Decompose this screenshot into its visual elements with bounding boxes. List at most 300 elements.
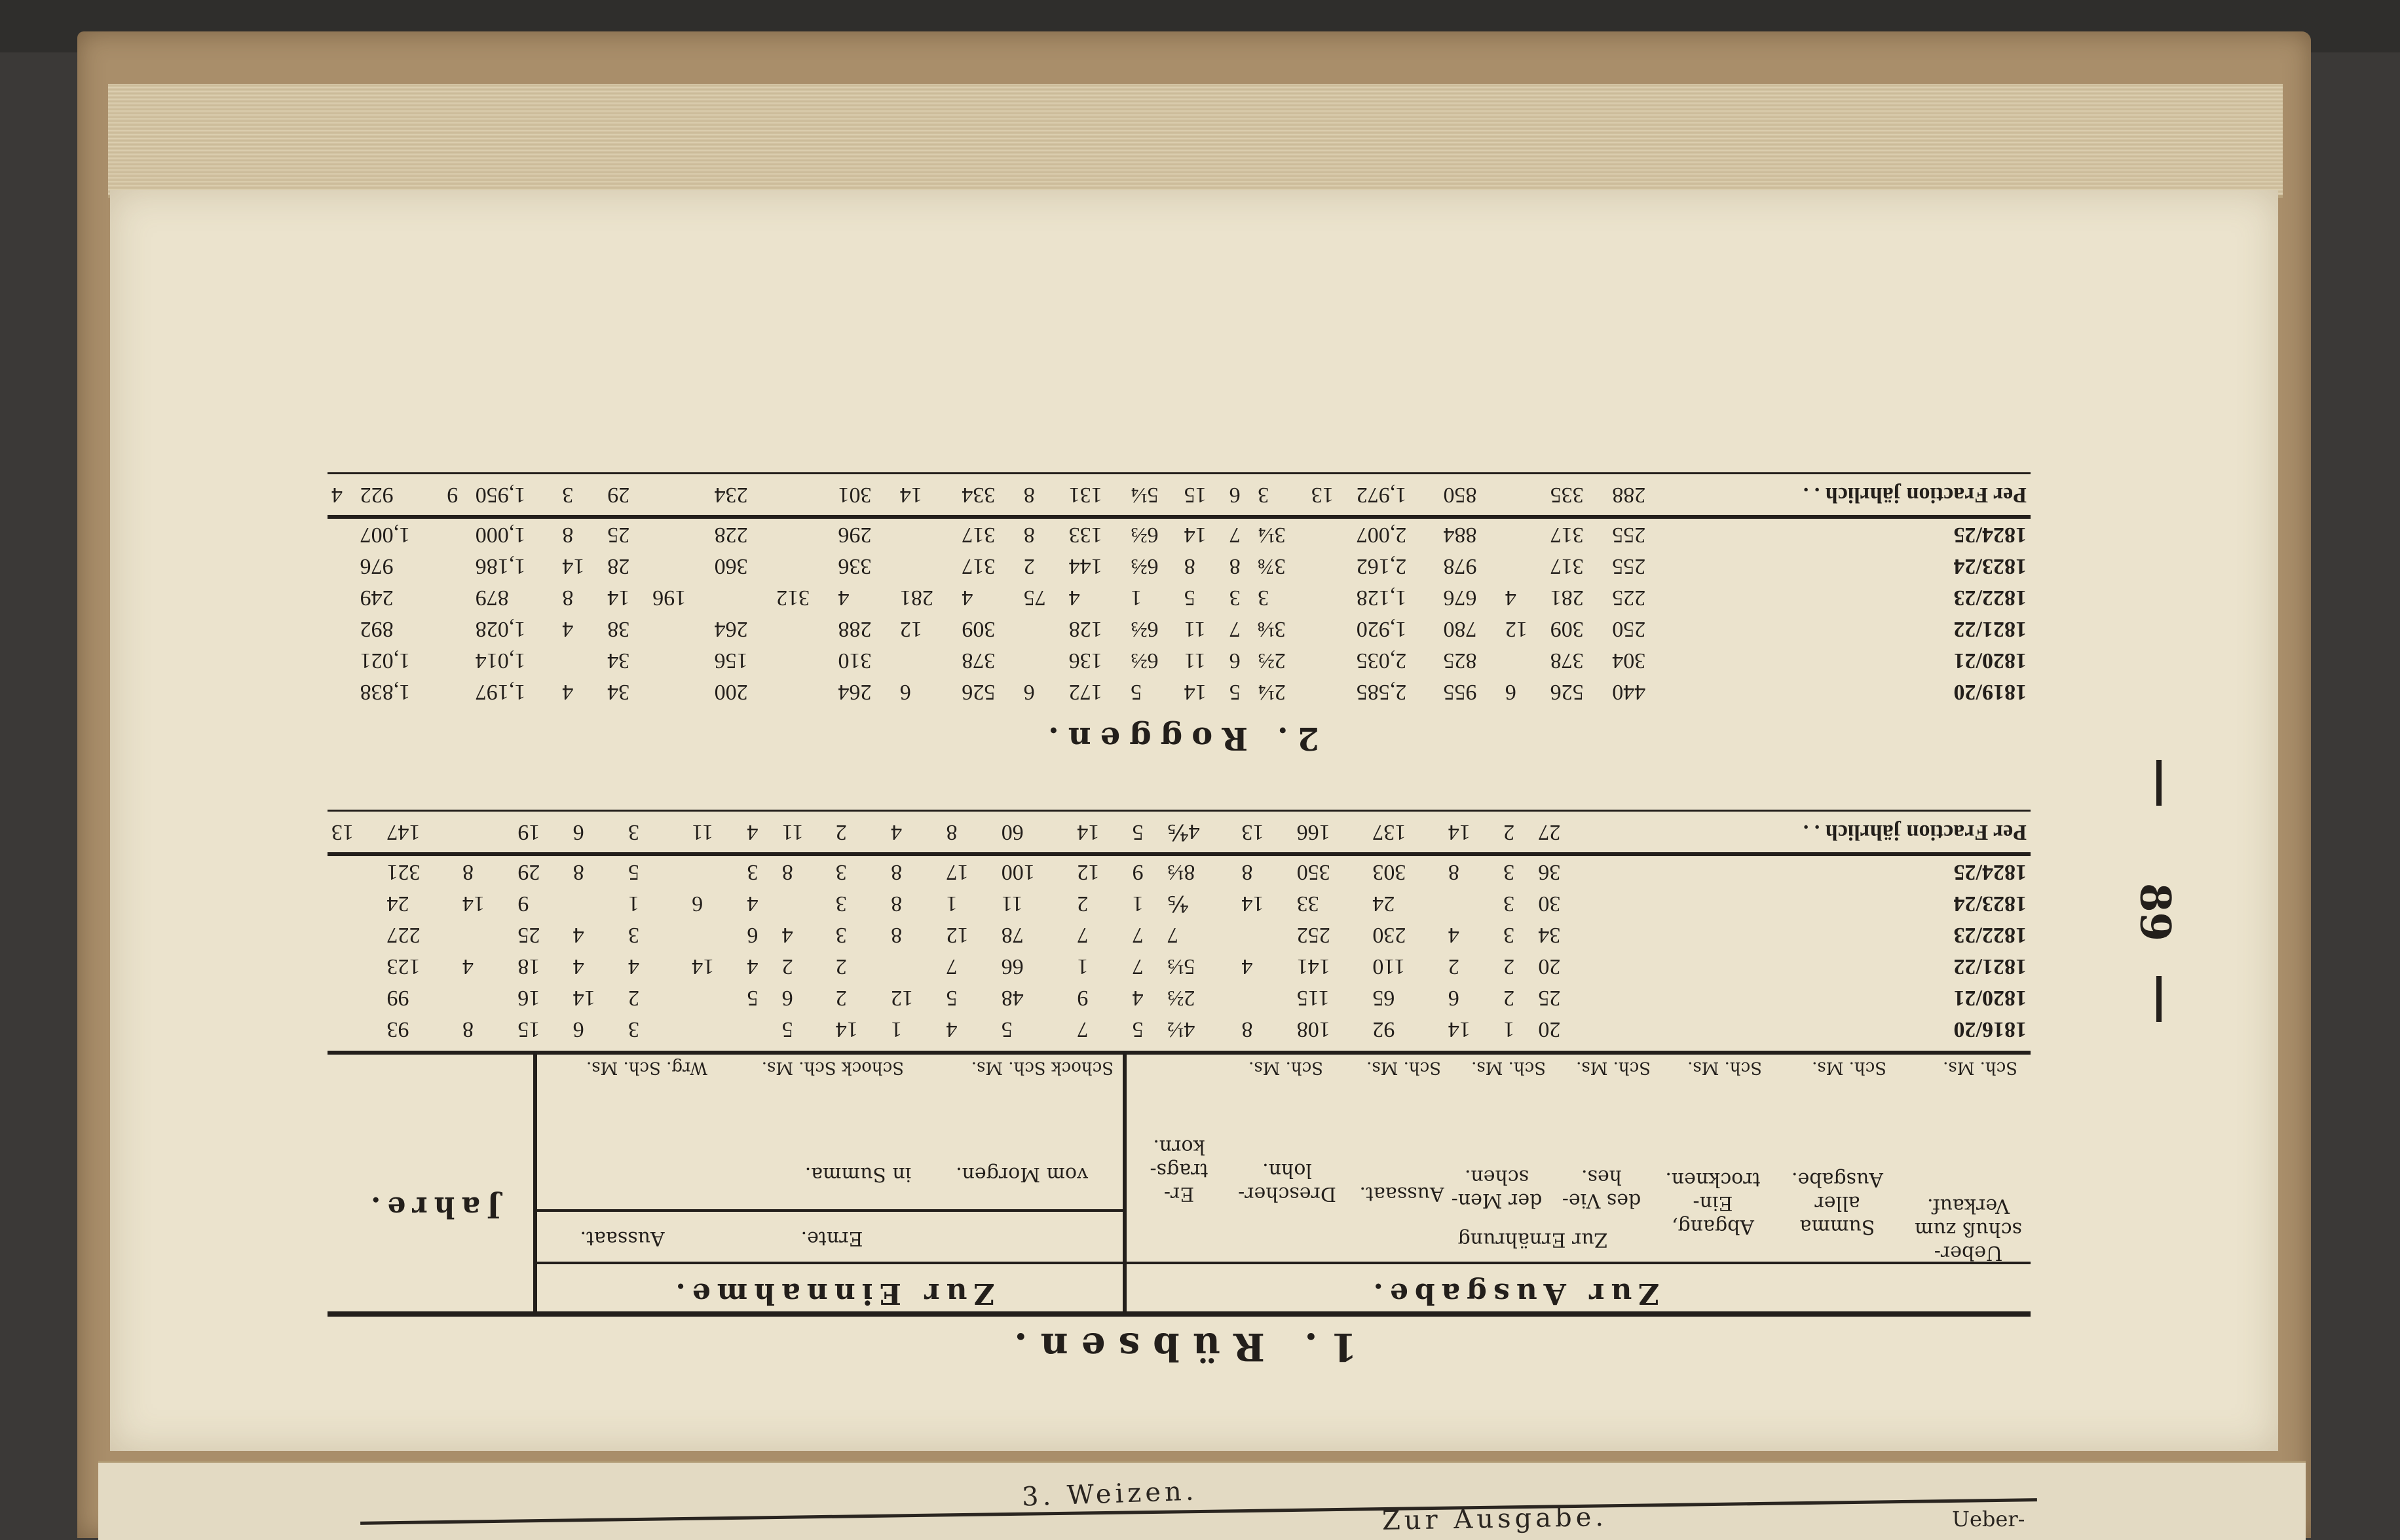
table-cell <box>1307 517 1353 550</box>
page-edges <box>108 84 2283 198</box>
table-cell <box>1307 645 1353 676</box>
table-cell: 4 <box>1068 586 1080 610</box>
table-cell: 5 <box>1001 1017 1013 1042</box>
table-cell: 250 <box>1612 617 1646 641</box>
table-cell: 200 <box>714 680 748 704</box>
table-cell <box>778 888 832 919</box>
average-cell: 137 <box>1368 811 1444 855</box>
table-cell: 780 <box>1443 617 1477 641</box>
table-cell: 14 <box>572 986 595 1010</box>
average-cell <box>459 811 514 855</box>
table-cell: 264 <box>838 680 872 704</box>
table-row <box>328 888 2031 919</box>
table-cell <box>1020 613 1065 645</box>
table-cell: 255 <box>1612 554 1646 578</box>
average-cell: 335 <box>1547 474 1608 517</box>
table-cell: 123 <box>386 954 421 979</box>
roggen-table <box>328 472 2031 707</box>
year-cell: 1819/20 <box>1953 680 2027 704</box>
table-cell: 8 <box>1184 554 1195 578</box>
table-cell: 9 <box>517 892 529 916</box>
table-cell: 360 <box>714 554 748 578</box>
table-cell <box>569 888 624 919</box>
average-cell: 166 <box>1293 811 1369 855</box>
year-cell: 1822/23 <box>1953 923 2027 947</box>
average-cell: 4 <box>328 474 356 517</box>
table-cell <box>328 888 383 919</box>
table-cell: 879 <box>475 586 509 610</box>
header-ausgabe: Zur Ausgabe. <box>1366 1277 1660 1310</box>
average-cell: 6 <box>1226 474 1254 517</box>
table-cell: 1 <box>946 892 958 916</box>
table-cell: 5 <box>1229 680 1241 704</box>
table-cell: 1,920 <box>1356 617 1407 641</box>
table-cell <box>896 517 958 550</box>
table-cell: 8 <box>781 860 793 884</box>
table-cell: ⅘ <box>1167 891 1189 915</box>
unit-label: Sch. Ms. <box>1576 1058 1651 1078</box>
table-cell: 3 <box>1503 892 1515 916</box>
unit-label: Sch. Ms. <box>1812 1058 1886 1078</box>
average-cell: 131 <box>1065 474 1127 517</box>
header-ueberschuss: Ueber- schuß zum Verkauf. <box>1915 1194 2022 1264</box>
header-jahre: Jahre. <box>364 1190 500 1224</box>
table-cell: 2,035 <box>1356 648 1407 673</box>
header-divider <box>533 1055 537 1317</box>
table-cell: 317 <box>1550 523 1584 547</box>
table-cell: 4 <box>946 1017 958 1042</box>
header-top-rule <box>328 1311 2031 1317</box>
table-cell: 3 <box>628 923 640 947</box>
table-cell <box>443 645 471 676</box>
table-cell: 8⅓ <box>1167 860 1195 884</box>
unit-label: Sch. Ms. <box>1366 1058 1441 1078</box>
table-cell <box>328 582 356 613</box>
table-cell: 92 <box>1372 1017 1395 1042</box>
table-cell: 252 <box>1296 923 1330 947</box>
page-number-dash <box>2156 976 2162 1022</box>
table-cell: 7 <box>946 954 958 979</box>
table-cell: 227 <box>386 923 421 947</box>
table-cell: 7 <box>1077 1017 1089 1042</box>
table-cell: 825 <box>1443 648 1477 673</box>
table-cell: 281 <box>899 586 933 610</box>
table-cell <box>1307 550 1353 582</box>
table-cell: 2¼ <box>1258 680 1286 704</box>
table-cell: 14 <box>1241 892 1264 916</box>
table-cell <box>1307 676 1353 707</box>
table-row <box>328 1013 2031 1045</box>
table-cell: 3¼ <box>1258 523 1286 547</box>
table-cell: 6 <box>1229 648 1241 673</box>
average-cell: 60 <box>998 811 1074 855</box>
average-cell: 8 <box>942 811 997 855</box>
table-cell: 310 <box>838 648 872 673</box>
table-cell: 4 <box>747 954 759 979</box>
table-cell <box>659 950 673 982</box>
table-cell <box>743 1013 778 1045</box>
table-cell: 1,197 <box>475 680 526 704</box>
table-cell: 4 <box>781 923 793 947</box>
table-cell: 3⅞ <box>1258 554 1286 578</box>
average-cell: 11 <box>688 811 743 855</box>
average-cell: 3 <box>624 811 659 855</box>
table-cell: 110 <box>1372 954 1406 979</box>
table-cell: 4 <box>572 954 584 979</box>
table-cell: 14 <box>462 892 485 916</box>
table-cell: 2 <box>628 986 640 1010</box>
table-cell: 14 <box>1184 680 1207 704</box>
table-cell: 6⅔ <box>1131 523 1159 547</box>
header-einnahme: Zur Einnahme. <box>669 1277 995 1310</box>
year-cell: 1822/23 <box>1953 586 2027 610</box>
table-cell <box>648 613 710 645</box>
table-cell: 2⅔ <box>1258 648 1286 673</box>
year-cell: 1824/25 <box>1953 860 2027 884</box>
table-cell <box>459 982 514 1013</box>
average-cell: 334 <box>958 474 1019 517</box>
table-cell: 8 <box>572 860 584 884</box>
table-cell: 14 <box>1448 1017 1471 1042</box>
table-cell: 2,007 <box>1356 523 1407 547</box>
table-cell: 133 <box>1068 523 1102 547</box>
table-row <box>328 854 2031 888</box>
table-cell <box>1307 582 1353 613</box>
table-cell: 6 <box>1505 680 1516 704</box>
table-cell <box>688 919 743 950</box>
average-cell: 5¼ <box>1127 474 1180 517</box>
table-cell: 3 <box>1503 923 1515 947</box>
page-number-dash <box>2156 760 2162 806</box>
header-ernte: Ernte. <box>800 1227 863 1250</box>
average-cell: 6 <box>569 811 624 855</box>
table-cell: 78 <box>1001 923 1024 947</box>
header-divider <box>1123 1055 1127 1317</box>
table-cell: 321 <box>386 860 421 884</box>
average-row <box>328 474 2031 517</box>
table-cell: 8 <box>891 860 903 884</box>
table-cell <box>328 854 383 888</box>
unit-label: Sch. Ms. <box>1248 1058 1323 1078</box>
table-cell: 36 <box>1538 860 1561 884</box>
table-cell: 12 <box>891 986 914 1010</box>
table-cell <box>328 613 356 645</box>
table-cell: 65 <box>1372 986 1395 1010</box>
table-cell <box>1020 645 1065 676</box>
header-des-viehes: des Vie- hes. <box>1562 1165 1641 1212</box>
table-cell: 128 <box>1068 617 1102 641</box>
header-ernaehrung: Zur Ernährung <box>1457 1228 1608 1251</box>
table-cell: 108 <box>1296 1017 1330 1042</box>
table-cell <box>648 645 710 676</box>
year-cell: 1824/25 <box>1953 523 2027 547</box>
table-cell: 12 <box>946 923 969 947</box>
table-cell: 4 <box>962 586 973 610</box>
average-cell: 1,972 <box>1353 474 1440 517</box>
table-cell: 6 <box>692 892 703 916</box>
average-cell: 4 <box>887 811 942 855</box>
average-cell: 19 <box>514 811 569 855</box>
table-cell: 288 <box>838 617 872 641</box>
table-cell: 5⅓ <box>1167 954 1195 979</box>
table-cell: 4 <box>1448 923 1459 947</box>
table-cell: 14 <box>835 1017 858 1042</box>
average-cell: 27 <box>1534 811 1589 855</box>
table-cell: 2 <box>1023 554 1035 578</box>
average-cell: 301 <box>834 474 896 517</box>
table-cell: 2⅔ <box>1167 986 1195 1010</box>
table-cell: 225 <box>1612 586 1646 610</box>
table-cell <box>443 517 471 550</box>
table-cell: 3 <box>835 892 847 916</box>
table-row <box>328 950 2031 982</box>
average-cell: 850 <box>1439 474 1501 517</box>
table-cell: 1 <box>1503 1017 1515 1042</box>
table-cell <box>1307 613 1353 645</box>
table-cell: 5 <box>1131 680 1142 704</box>
table-cell <box>328 517 356 550</box>
table-cell: 304 <box>1612 648 1646 673</box>
table-cell: 1,186 <box>475 554 526 578</box>
table-cell: 33 <box>1296 892 1319 916</box>
average-label: Per Fraction jährlich . . <box>1670 474 2031 517</box>
header-summa-ausgabe: Summa aller Ausgabe. <box>1791 1168 1883 1238</box>
table-cell: 48 <box>1001 986 1024 1010</box>
table-cell <box>459 919 514 950</box>
table-cell: 3 <box>1503 860 1515 884</box>
year-cell: 1816/20 <box>1953 1017 2027 1042</box>
section2-title: 2. Roggen. <box>1039 720 1319 757</box>
table-cell: 3 <box>628 1017 640 1042</box>
table-cell: 4 <box>462 954 474 979</box>
table-cell: 3 <box>1258 586 1269 610</box>
header-der-menschen: der Men- schen. <box>1451 1165 1543 1212</box>
next-page-ausgabe: Zur Ausgabe. <box>1381 1502 1608 1536</box>
table-cell <box>659 1013 673 1045</box>
table-cell: 66 <box>1001 954 1024 979</box>
average-cell: 3 <box>558 474 603 517</box>
table-cell: 25 <box>607 523 630 547</box>
table-cell: 4½ <box>1167 1017 1195 1042</box>
table-cell: 99 <box>386 986 409 1010</box>
upside-down-table <box>328 386 2180 1369</box>
table-cell: 350 <box>1296 860 1330 884</box>
table-cell: 336 <box>838 554 872 578</box>
table-cell: 9 <box>1132 860 1144 884</box>
table-row <box>328 676 2031 707</box>
table-cell: 264 <box>714 617 748 641</box>
table-cell: 440 <box>1612 680 1646 704</box>
average-cell <box>1501 474 1547 517</box>
table-cell: 378 <box>962 648 996 673</box>
table-cell <box>772 517 834 550</box>
table-cell: 1,128 <box>1356 586 1407 610</box>
unit-label: Sch. Ms. <box>1687 1058 1762 1078</box>
average-cell: 14 <box>1444 811 1499 855</box>
table-cell: 6 <box>572 1017 584 1042</box>
table-row <box>328 645 2031 676</box>
table-cell: 309 <box>1550 617 1584 641</box>
table-cell <box>673 950 688 982</box>
table-cell: 2 <box>1448 954 1459 979</box>
table-cell: 230 <box>1372 923 1406 947</box>
table-cell: 8 <box>1023 523 1035 547</box>
year-cell: 1821/22 <box>1953 617 2027 641</box>
table-cell <box>673 854 688 888</box>
table-row <box>328 613 2031 645</box>
table-cell: 34 <box>607 680 630 704</box>
table-cell: 1 <box>628 892 640 916</box>
page-number: 89 <box>2130 882 2180 942</box>
table-cell: 7 <box>1132 954 1144 979</box>
table-cell: 4 <box>838 586 850 610</box>
table-cell: 14 <box>607 586 630 610</box>
table-cell: 24 <box>1372 892 1395 916</box>
table-cell: 7 <box>1167 923 1178 947</box>
unit-label: Schock Sch. Ms. <box>761 1058 904 1078</box>
table-cell <box>1501 550 1547 582</box>
average-cell: 2 <box>1499 811 1534 855</box>
table-cell: 1,000 <box>475 523 526 547</box>
table-cell: 312 <box>776 586 810 610</box>
table-cell: 5 <box>1184 586 1195 610</box>
table-cell: 1,014 <box>475 648 526 673</box>
table-cell: 8 <box>1448 860 1459 884</box>
unit-label: Sch. Ms. <box>1471 1058 1546 1078</box>
table-cell: 8 <box>891 923 903 947</box>
table-cell <box>772 645 834 676</box>
table-cell: 8 <box>1241 1017 1253 1042</box>
table-cell: 4 <box>747 892 759 916</box>
table-cell: 3 <box>835 923 847 947</box>
table-cell <box>711 582 772 613</box>
table-cell <box>688 982 743 1013</box>
table-cell: 8 <box>462 1017 474 1042</box>
table-cell: 8 <box>1229 554 1241 578</box>
table-cell <box>1237 919 1292 950</box>
table-cell <box>443 582 471 613</box>
table-cell <box>772 550 834 582</box>
table-cell: 18 <box>517 954 540 979</box>
table-cell: 34 <box>1538 923 1561 947</box>
average-row <box>328 811 2031 855</box>
table-cell: 20 <box>1538 1017 1561 1042</box>
table-cell <box>443 676 471 707</box>
table-cell: 6 <box>781 986 793 1010</box>
table-cell: 136 <box>1068 648 1102 673</box>
table-cell: 303 <box>1372 860 1406 884</box>
table-cell: 8 <box>891 892 903 916</box>
table-cell: 5 <box>1132 1017 1144 1042</box>
year-cell: 1821/22 <box>1953 954 2027 979</box>
average-cell: 13 <box>328 811 383 855</box>
table-cell: 20 <box>1538 954 1561 979</box>
table-cell: 8 <box>462 860 474 884</box>
table-cell: 2 <box>1077 892 1089 916</box>
table-row <box>328 982 2031 1013</box>
table-cell: 2 <box>781 954 793 979</box>
table-cell: 6 <box>747 923 759 947</box>
table-cell: 676 <box>1443 586 1477 610</box>
table-cell <box>896 550 958 582</box>
table-cell: 93 <box>386 1017 409 1042</box>
table-cell: 14 <box>692 954 715 979</box>
average-cell: 2 <box>832 811 887 855</box>
average-cell: 13 <box>1237 811 1292 855</box>
table-cell: 2,162 <box>1356 554 1407 578</box>
average-cell: 29 <box>603 474 648 517</box>
table-cell: 5 <box>747 986 759 1010</box>
table-cell <box>328 982 383 1013</box>
table-cell: 5 <box>628 860 640 884</box>
table-cell: 11 <box>1184 648 1206 673</box>
next-page-ueber: Ueber- <box>1952 1507 2025 1531</box>
table-cell: 141 <box>1296 954 1330 979</box>
table-cell: 15 <box>517 1017 540 1042</box>
average-cell <box>648 474 710 517</box>
header-in-summa: in Summa. <box>804 1163 912 1186</box>
table-cell <box>659 854 673 888</box>
table-cell: 100 <box>1001 860 1035 884</box>
table-cell <box>688 854 743 888</box>
table-cell <box>896 645 958 676</box>
table-cell <box>887 950 942 982</box>
table-cell: 144 <box>1068 554 1102 578</box>
average-cell: 13 <box>1307 474 1353 517</box>
year-cell: 1823/24 <box>1953 554 2027 578</box>
average-label: Per Fraction jährlich . . <box>1590 811 2031 855</box>
table-cell: 4 <box>1241 954 1253 979</box>
table-cell: 4 <box>1505 586 1516 610</box>
table-cell <box>1501 517 1547 550</box>
average-cell <box>673 811 688 855</box>
header-aussaat-col: Aussaat. <box>1359 1182 1444 1205</box>
main-title: 1. Rübsen. <box>1001 1324 1357 1369</box>
table-cell: 11 <box>1184 617 1206 641</box>
table-cell: 12 <box>899 617 922 641</box>
average-cell: 4⅘ <box>1163 811 1238 855</box>
table-cell: 6 <box>1023 680 1035 704</box>
average-cell: 288 <box>1608 474 1670 517</box>
table-cell <box>443 613 471 645</box>
table-cell: 3 <box>747 860 759 884</box>
table-cell <box>558 645 603 676</box>
table-cell: 196 <box>652 586 686 610</box>
next-page-title: 3. Weizen. <box>1021 1476 1199 1512</box>
table-cell: 3 <box>835 860 847 884</box>
table-cell: 16 <box>517 986 540 1010</box>
average-cell: 147 <box>383 811 459 855</box>
table-cell <box>328 1013 383 1045</box>
table-cell: 3 <box>1229 586 1241 610</box>
average-cell: 5 <box>1129 811 1163 855</box>
table-cell <box>328 676 356 707</box>
table-cell: 7 <box>1229 523 1241 547</box>
table-cell: 38 <box>607 617 630 641</box>
unit-label: Wrg. Sch. Ms. <box>586 1058 707 1078</box>
table-cell <box>328 919 383 950</box>
table-cell: 2 <box>835 986 847 1010</box>
header-aussaat: Aussaat. <box>580 1227 665 1250</box>
table-cell <box>1501 645 1547 676</box>
table-cell: 24 <box>386 892 409 916</box>
table-cell: 892 <box>360 617 394 641</box>
table-cell: 7 <box>1132 923 1144 947</box>
table-cell <box>673 888 688 919</box>
table-cell: 378 <box>1550 648 1584 673</box>
header-sub-rule <box>1127 1262 2031 1264</box>
table-cell: 317 <box>962 523 996 547</box>
